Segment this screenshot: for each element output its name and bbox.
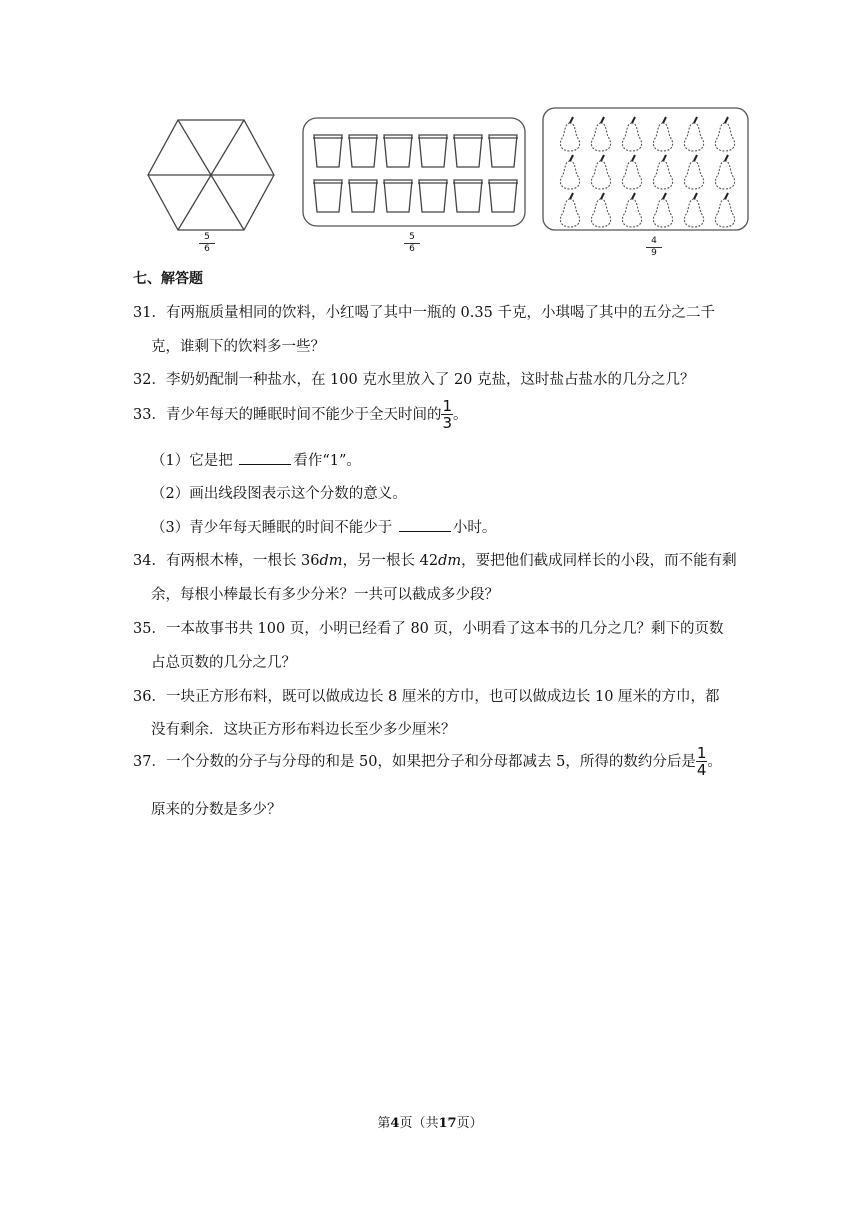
footer-page-number: 4 — [390, 1116, 400, 1131]
q37-line1 — [133, 745, 722, 779]
fraction-numerator: 5 — [199, 233, 215, 244]
q36-line1: 36．一块正方形布料，既可以做成边长 8 厘米的方巾，也可以做成边长 10 厘米的方巾，都 — [133, 689, 720, 705]
q34-line1 — [133, 551, 737, 571]
q34-line2: 余，每根小棒最长有多少分米？一共可以截成多少段？ — [151, 587, 499, 603]
q31-line1: 31．有两瓶质量相同的饮料，小红喝了其中一瓶的 0.35 千克，小琪喝了其中的五分之二千 — [133, 305, 715, 321]
hexagon-fraction — [199, 233, 215, 254]
q35-line1: 35．一本故事书共 100 页，小明已经看了 80 页，小明看了这本书的几分之几？剩下的页数 — [133, 621, 724, 637]
cup-icon — [488, 135, 518, 167]
q37-fraction — [696, 746, 708, 778]
fraction-numerator: 5 — [404, 233, 420, 244]
cups-figure — [302, 117, 526, 227]
pear-icon — [560, 193, 579, 227]
unit-dm: dm — [438, 553, 462, 569]
pear-icon — [591, 117, 610, 151]
q35-line2: 占总页数的几分之几？ — [151, 655, 296, 671]
pear-icon — [591, 155, 610, 189]
q33-sub3 — [151, 517, 496, 538]
unit-dm: dm — [319, 553, 343, 569]
pear-icon — [715, 155, 734, 189]
q37-text: 37．一个分数的分子与分母的和是 50，如果把分子和分母都减去 5，所得的数约分后是 — [133, 754, 696, 770]
cup-icon — [383, 180, 413, 212]
fraction-denominator: 6 — [409, 244, 415, 254]
q33-text: 33．青少年每天的睡眠时间不能少于全天时间的 — [133, 407, 442, 423]
q33-stem — [133, 398, 468, 432]
cup-icon — [383, 135, 413, 167]
q33-fraction — [441, 399, 453, 431]
footer-mid: 页（共 — [399, 1116, 439, 1131]
q33-sub1-post: 看作“1”。 — [293, 453, 361, 469]
answer-blank[interactable] — [239, 450, 291, 465]
q34-text-a: 34．有两根木棒，一根长 36 — [133, 553, 320, 569]
footer-total-pages: 17 — [438, 1116, 457, 1131]
answer-blank[interactable] — [399, 517, 451, 532]
q34-text-b: ，另一根长 42 — [342, 553, 439, 569]
footer-pre: 第 — [377, 1116, 391, 1131]
hexagon-figure — [146, 118, 276, 232]
q37-line2: 原来的分数是多少？ — [151, 802, 282, 818]
cup-icon — [313, 135, 343, 167]
fraction-numerator: 1 — [442, 397, 452, 415]
pear-icon — [715, 117, 734, 151]
pear-icon — [591, 193, 610, 227]
fraction-numerator: 1 — [696, 744, 707, 762]
q33-sub3-post: 小时。 — [452, 520, 497, 536]
pear-icon — [560, 155, 579, 189]
fraction-denominator: 4 — [696, 761, 707, 779]
q33-end: 。 — [453, 407, 468, 423]
pears-figure — [542, 107, 749, 231]
cup-icon — [418, 180, 448, 212]
cup-icon — [418, 135, 448, 167]
fraction-denominator: 9 — [651, 248, 657, 258]
fraction-numerator: 4 — [646, 237, 662, 248]
fraction-denominator: 3 — [442, 414, 452, 432]
cups-fraction — [404, 233, 420, 254]
cup-icon — [453, 180, 483, 212]
pear-icon — [684, 155, 703, 189]
pear-icon — [715, 193, 734, 227]
section-title: 七、解答题 — [133, 271, 203, 287]
page-footer — [0, 1112, 860, 1131]
q33-sub2: （2）画出线段图表示这个分数的意义。 — [151, 486, 407, 502]
q36-line2: 没有剩余．这块正方形布料边长至少多少厘米？ — [151, 722, 456, 738]
footer-post: 页） — [456, 1116, 483, 1131]
pears-fraction — [646, 237, 662, 258]
q33-sub1 — [151, 450, 361, 471]
pear-icon — [560, 117, 579, 151]
pear-icon — [622, 155, 641, 189]
cup-icon — [313, 180, 343, 212]
pear-icon — [684, 193, 703, 227]
pear-icon — [653, 117, 672, 151]
pear-icon — [653, 155, 672, 189]
pear-icon — [653, 193, 672, 227]
q33-sub1-pre: （1）它是把 — [151, 453, 238, 469]
cup-icon — [488, 180, 518, 212]
cup-icon — [348, 135, 378, 167]
cup-icon — [453, 135, 483, 167]
q37-end: 。 — [707, 754, 722, 770]
q33-sub3-pre: （3）青少年每天睡眠的时间不能少于 — [151, 520, 397, 536]
cup-icon — [348, 180, 378, 212]
pear-icon — [684, 117, 703, 151]
fraction-denominator: 6 — [204, 244, 210, 254]
pear-icon — [622, 117, 641, 151]
q31-line2: 克，谁剩下的饮料多一些？ — [151, 339, 325, 355]
q34-text-c: ，要把他们截成同样长的小段，而不能有剩 — [461, 553, 737, 569]
q32-line1: 32．李奶奶配制一种盐水，在 100 克水里放入了 20 克盐，这时盐占盐水的几分之几？ — [133, 372, 695, 388]
pear-icon — [622, 193, 641, 227]
